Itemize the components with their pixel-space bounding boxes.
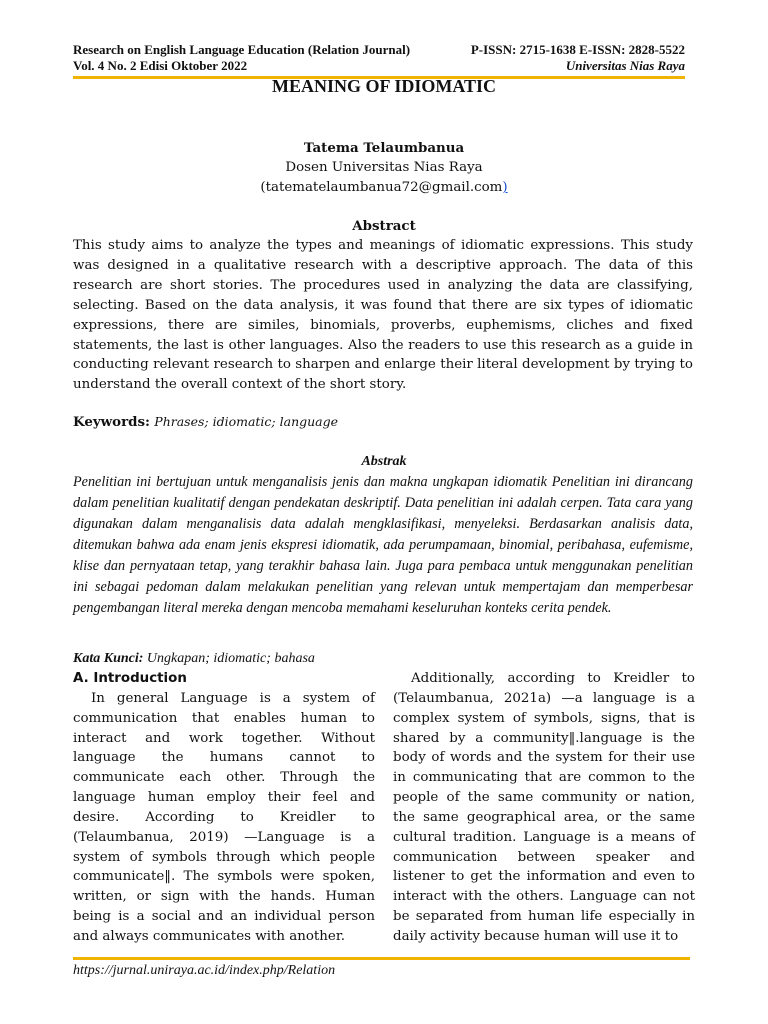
footer-rule — [73, 957, 690, 960]
journal-name: Research on English Language Education (Relation Journal) — [73, 42, 411, 57]
abstrak-heading: Abstrak — [361, 454, 407, 469]
author-email-line — [0, 178, 768, 198]
author-name: Tatema Telaumbanua — [303, 140, 465, 156]
kata-kunci-label: Kata Kunci: — [73, 651, 144, 666]
keywords-line — [73, 414, 338, 430]
abstract-heading: Abstract — [352, 218, 416, 234]
running-header — [73, 42, 685, 74]
institution: Universitas Nias Raya — [565, 58, 685, 73]
right-column — [393, 669, 695, 947]
author-block — [0, 138, 768, 198]
author-affiliation: Dosen Universitas Nias Raya — [285, 160, 483, 175]
kata-kunci-value: Ungkapan; idiomatic; bahasa — [146, 651, 315, 666]
section-heading-introduction: A. Introduction — [73, 671, 187, 686]
intro-paragraph-left: In general Language is a system of communication that enables human to interact and work together. Without language the humans cannot to communicate each other. Through the language human employ their feel and desire. According to Kreidler to (Telaumbanua, 2019) —Language is a system of symbols through which people communicate‖. The symbols were spoken, written, or sign with the hands. Human being is a social and an individual person and always communicates with another. — [73, 690, 375, 944]
paper-title: MEANING OF IDIOMATIC — [272, 76, 496, 96]
left-column — [73, 669, 375, 947]
keywords-label: Keywords: — [73, 414, 151, 430]
keywords-value: Phrases; idiomatic; language — [154, 414, 339, 429]
issn: P-ISSN: 2715-1638 E-ISSN: 2828-5522 — [470, 42, 685, 57]
footer-url[interactable]: https://jurnal.uniraya.ac.id/index.php/Relation — [73, 963, 336, 978]
abstrak-body: Penelitian ini bertujuan untuk menganalisis jenis dan makna ungkapan idiomatik Penelitian ini dirancang dalam penelitian kualitatif dengan pendekatan deskriptif. Data penelitian ini adalah cerpen. Tata cara yang digunakan dalam menganalisis data adalah mengklasifikasi, menyeleksi. Berdasarkan analisis data, ditemukan bahwa ada enam jenis ekspresi idiomatik, ada perumpamaan, binomial, peribahasa, eufemisme, klise dan pernyataan tetap, yang terakhir bahasa lain. Juga para pembaca untuk menggunakan penelitian ini sebagai pedoman dalam melakukan penelitian yang relevan untuk mempertajam dan memperbesar pengembangan literal mereka dengan mencoba memahami keseluruhan konteks cerita pendek. — [73, 474, 693, 616]
author-email[interactable]: (tatematelaumbanua72@gmail.com — [260, 180, 503, 195]
volume-issue: Vol. 4 No. 2 Edisi Oktober 2022 — [73, 58, 248, 73]
kata-kunci-line — [73, 651, 315, 667]
abstract-body: This study aims to analyze the types and meanings of idiomatic expressions. This study was designed in a qualitative research with a descriptive approach. The data of this research are short stories. The procedures used in analyzing the data are classifying, selecting. Based on the data analysis, it was found that there are six types of idiomatic expressions, there are similes, binomials, proverbs, euphemisms, cliches and fixed statements, the last is other languages. Also the readers to use this research as a guide in conducting relevant research to sharpen and enlarge their literal development by trying to understand the overall context of the short story. — [73, 238, 693, 393]
intro-paragraph-right: Additionally, according to Kreidler to (Telaumbanua, 2021a) —a language is a complex system of symbols, signs, that is shared by a community‖.language is the body of words and the system for their use in communicating that are common to the people of the same community or nation, the same geographical area, or the same cultural tradition. Language is a means of communication between speaker and listener to get the information and even to interact with the others. Language can not be separated from human life especially in daily activity because human will use it to — [393, 671, 695, 944]
email-link-paren[interactable]: ) — [502, 180, 508, 195]
